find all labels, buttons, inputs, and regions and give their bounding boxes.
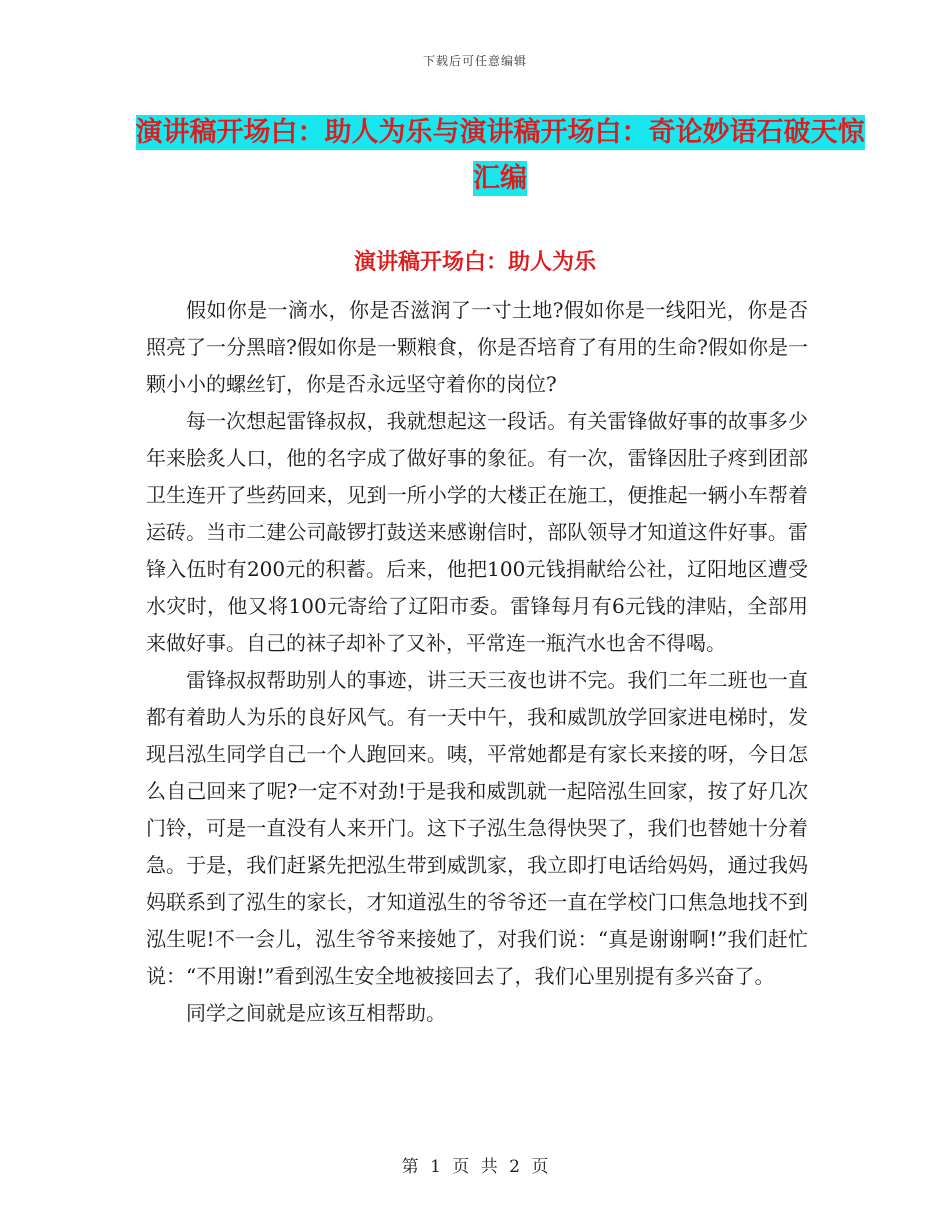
page-number-footer: 第 1 页 共 2 页 xyxy=(401,1157,549,1177)
document-title xyxy=(130,110,870,202)
section-title: 演讲稿开场白：助人为乐 xyxy=(353,250,596,275)
document-title-text: 演讲稿开场白：助人为乐与演讲稿开场白：奇论妙语石破天惊汇编 xyxy=(135,117,865,194)
body-paragraph: 雷锋叔叔帮助别人的事迹，讲三天三夜也讲不完。我们二年二班也一直都有着助人为乐的良好风气。有一天中午，我和威凯放学回家进电梯时，发现吕泓生同学自己一个人跑回来。咦，平常她都是有家长来接的呀，今日怎么自己回来了呢?一定不对劲!于是我和威凯就一起陪泓生回家，按了好几次门铃，可是一直没有人来开门。这下子泓生急得快哭了，我们也替她十分着急。于是，我们赶紧先把泓生带到威凯家，我立即打电话给妈妈，通过我妈妈联系到了泓生的家长，才知道泓生的爷爷还一直在学校门口焦急地找不到泓生呢!不一会儿，泓生爷爷来接她了，对我们说：“真是谢谢啊!”我们赶忙说：“不用谢!”看到泓生安全地被接回去了，我们心里别提有多兴奋了。 xyxy=(146,668,808,988)
body-paragraph: 假如你是一滴水，你是否滋润了一寸土地?假如你是一线阳光，你是否照亮了一分黑暗?假如你是一颗粮食，你是否培育了有用的生命?假如你是一颗小小的螺丝钉，你是否永远坚守着你的岗位? xyxy=(146,298,808,396)
document-body xyxy=(146,292,808,1032)
body-paragraph: 同学之间就是应该互相帮助。 xyxy=(186,1001,446,1025)
header-note: 下载后可任意编辑 xyxy=(422,54,527,68)
body-paragraph: 每一次想起雷锋叔叔，我就想起这一段话。有关雷锋做好事的故事多少年来脍炙人口，他的名字成了做好事的象征。有一次，雷锋因肚子疼到团部卫生连开了些药回来，见到一所小学的大楼正在施工，便推起一辆小车帮着运砖。当市二建公司敲锣打鼓送来感谢信时，部队领导才知道这件好事。雷锋入伍时有200元的积蓄。后来，他把100元钱捐献给公社，辽阳地区遭受水灾时，他又将100元寄给了辽阳市委。雷锋每月有6元钱的津贴，全部用来做好事。自己的袜子却补了又补，平常连一瓶汽水也舍不得喝。 xyxy=(146,409,808,655)
